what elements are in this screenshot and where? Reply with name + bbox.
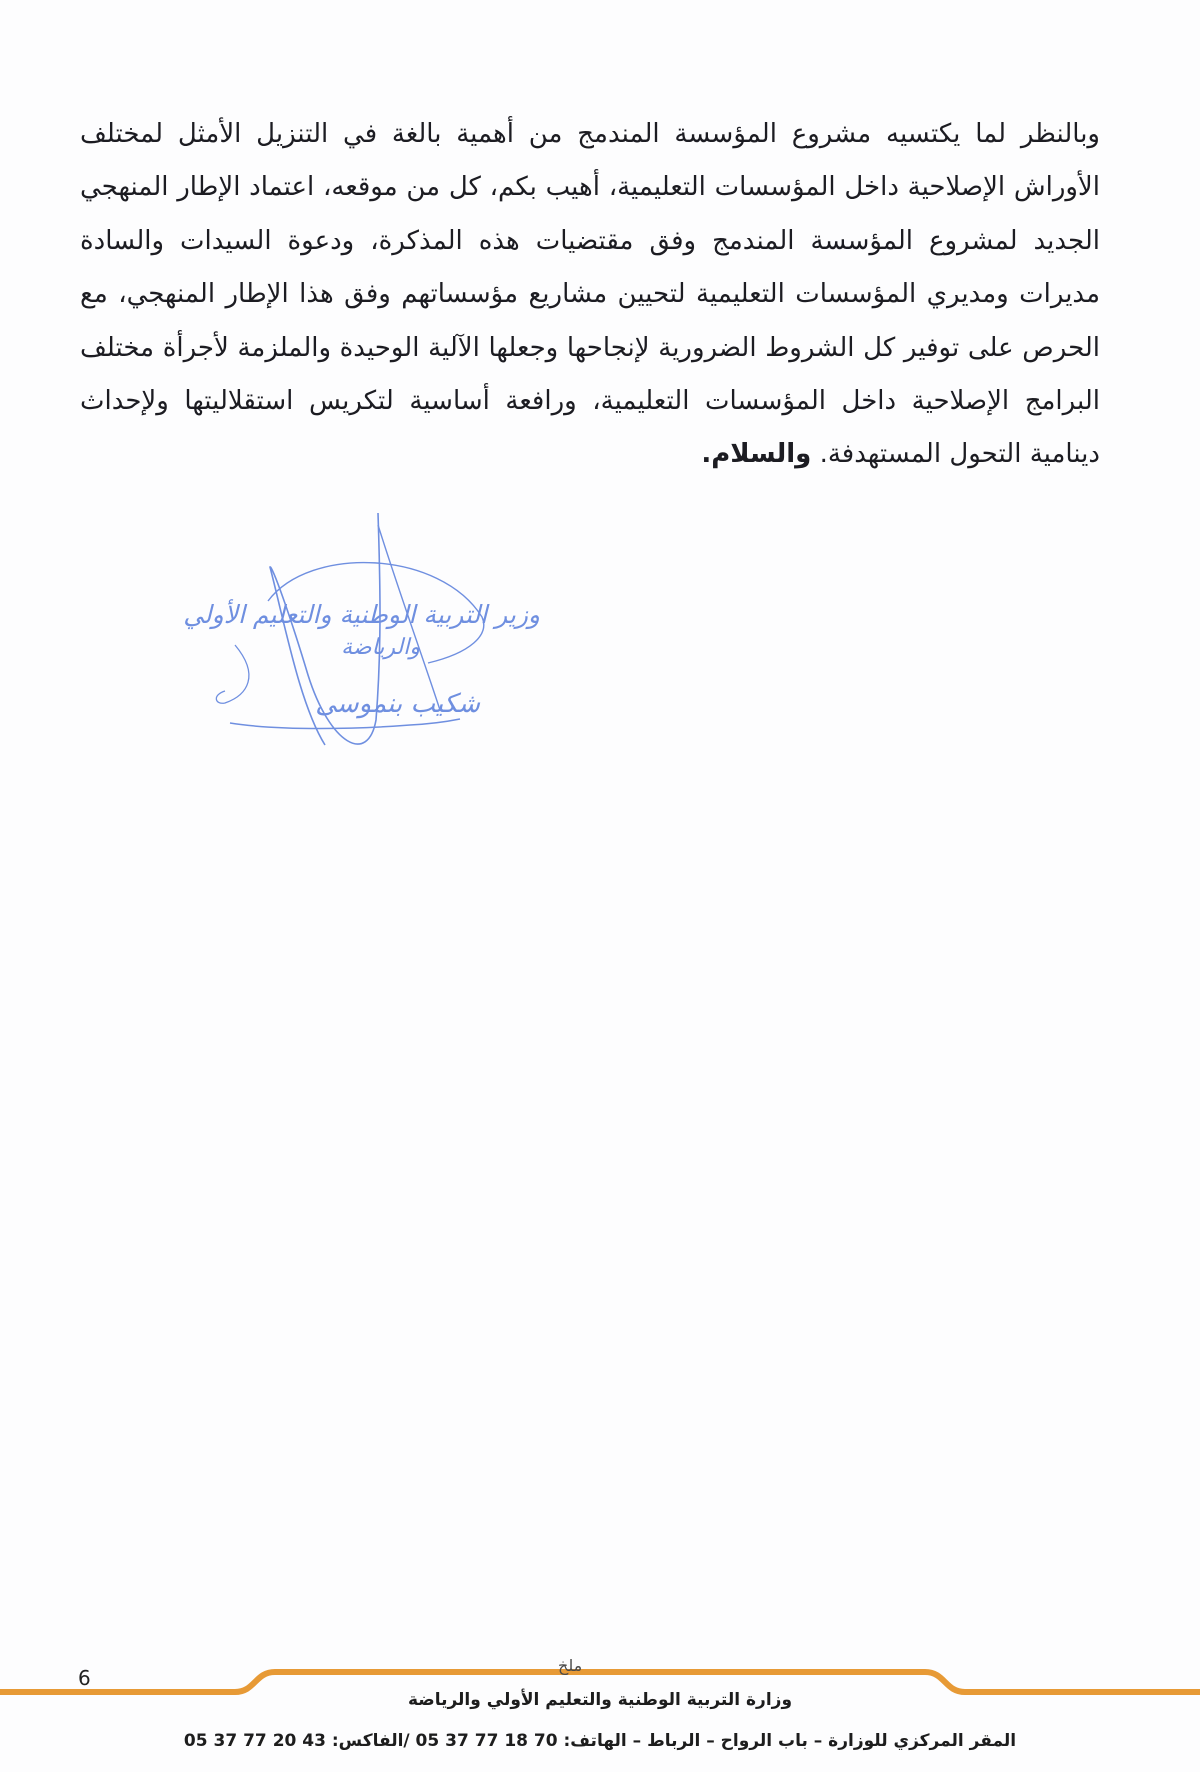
page-number: 6 (78, 1666, 91, 1690)
signature-name: شكيب بنموسى (315, 689, 480, 719)
signature-subtitle: والرياضة (341, 635, 420, 660)
body-paragraph (80, 108, 1100, 482)
footer-ministry-name: وزارة التربية الوطنية والتعليم الأولي والرياضة (407, 1690, 793, 1710)
body-paragraph-text: وبالنظر لما يكتسيه مشروع المؤسسة المندمج من أهمية بالغة في التنزيل الأمثل لمختلف الأوراش الإصلاحية داخل المؤسسات التعليمية، أهيب بكم، كل من موقعه، اعتماد الإطار المنهجي الجديد لمشروع المؤسسة المندمج وفق مقتضيات هذه المذكرة، ودعوة السيدات والسادة مديرات ومديري المؤسسات التعليمية لتحيين مشاريع مؤسساتهم وفق هذا الإطار المنهجي، مع الحرص على توفير كل الشروط الضرورية لإنجاحها وجعلها الآلية الوحيدة والملزمة لأجرأة مختلف البرامج الإصلاحية داخل المؤسسات التعليمية، ورافعة أساسية لتكريس استقلاليتها ولإحداث دينامية التحول المستهدفة. (80, 119, 1100, 470)
ministry-emblem-mark: ملخ (558, 1656, 583, 1675)
signature-title: وزير التربية الوطنية والتعليم الأولي (183, 600, 540, 629)
footer-address: المقر المركزي للوزارة – باب الرواح – الرباط – الهاتف: 70 18 77 37 05 /الفاكس: 43 20 77 37 05 (183, 1731, 1017, 1751)
closing-salutation: والسلام. (701, 439, 812, 470)
signature-block (183, 505, 580, 775)
